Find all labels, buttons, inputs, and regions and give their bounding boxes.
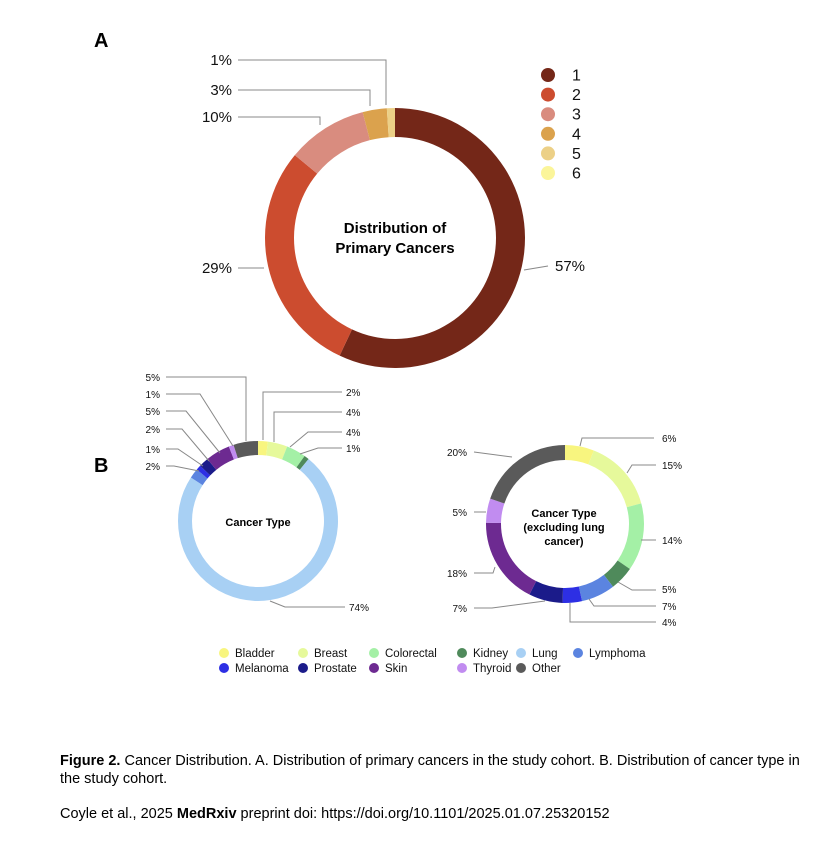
value-label-b1-kidney: 1% (346, 444, 361, 455)
leader-line-b1-thyroid (166, 394, 233, 446)
citation-journal: MedRxiv (176, 806, 237, 822)
donut-b2-slice-melanoma (563, 586, 583, 603)
legend-primary-cancers (541, 68, 581, 183)
value-label-b1-other: 5% (145, 373, 160, 384)
citation-doi: preprint doi: https://doi.org/10.1101/2025.01.07.25320152 (236, 806, 610, 822)
legend-a-swatch-4 (541, 127, 555, 141)
legend-a-label-5: 5 (572, 145, 581, 163)
legend-a-swatch-2 (541, 88, 555, 102)
legend-b-swatch-melanoma (219, 663, 229, 673)
legend-a-swatch-5 (541, 146, 555, 160)
donut-chart-cancer-type (146, 373, 370, 614)
legend-b-swatch-prostate (298, 663, 308, 673)
legend-b-label-melanoma: Melanoma (235, 663, 289, 675)
legend-b-label-lymphoma: Lymphoma (589, 648, 646, 660)
value-label-b2-kidney: 5% (662, 585, 677, 596)
value-label-b2-bladder: 6% (662, 434, 677, 445)
value-label-b1-prostate: 2% (145, 425, 160, 436)
leader-line-b2-other (474, 452, 512, 457)
donut-b2-slice-colorectal (618, 503, 644, 569)
leader-line-a-4 (238, 90, 370, 106)
legend-b-swatch-thyroid (457, 663, 467, 673)
legend-b-label-colorectal: Colorectal (385, 648, 437, 660)
value-label-b2-other: 20% (446, 448, 467, 459)
legend-a-label-4: 4 (572, 126, 581, 144)
value-label-a-5: 1% (210, 52, 232, 69)
legend-b-label-bladder: Bladder (235, 648, 275, 660)
legend-b-swatch-bladder (219, 648, 229, 658)
value-label-b2-skin: 18% (446, 569, 467, 580)
donut-b1-center-label: Cancer Type (225, 517, 291, 529)
value-label-b2-melanoma: 4% (662, 618, 677, 629)
leader-line-b2-kidney (618, 582, 656, 590)
leader-line-b1-lung (270, 601, 345, 607)
legend-b-label-prostate: Prostate (314, 663, 357, 675)
value-label-b1-breast: 4% (346, 408, 361, 419)
figure-caption-label: Figure 2. (60, 753, 121, 769)
legend-a-label-6: 6 (572, 165, 581, 183)
donut-a-center-line-1: Distribution of (343, 220, 447, 237)
legend-b-swatch-colorectal (369, 648, 379, 658)
citation (60, 806, 610, 822)
leader-line-b1-prostate (166, 429, 209, 461)
value-label-b2-prostate: 7% (452, 604, 467, 615)
value-label-b1-bladder: 2% (346, 388, 361, 399)
leader-line-b2-prostate (474, 601, 545, 608)
value-label-b1-lymphoma: 2% (145, 462, 160, 473)
leader-line-b1-melanoma (166, 449, 203, 466)
value-label-b1-lung: 74% (349, 603, 370, 614)
leader-line-a-1 (524, 266, 548, 270)
value-label-a-1: 57% (555, 258, 586, 275)
value-label-a-4: 3% (210, 82, 232, 99)
leader-line-b1-bladder (263, 392, 342, 440)
panel-label-b: B (94, 455, 109, 477)
leader-line-b1-breast (274, 412, 342, 442)
donut-b2-center-line-3: cancer) (544, 536, 584, 548)
legend-b-swatch-lymphoma (573, 648, 583, 658)
donut-b2-center-line-1: Cancer Type (531, 508, 597, 520)
legend-cancer-type (219, 648, 646, 675)
legend-b-label-thyroid: Thyroid (473, 663, 512, 675)
figure-caption (60, 752, 802, 788)
leader-line-b2-lymphoma (589, 599, 656, 606)
donut-b2-center-line-2: (excluding lung (523, 522, 605, 534)
leader-line-b1-lymphoma (166, 466, 199, 471)
leader-line-b1-kidney (300, 448, 342, 454)
legend-a-swatch-3 (541, 107, 555, 121)
leader-line-a-5 (238, 60, 386, 105)
value-label-b1-skin: 5% (145, 407, 160, 418)
leader-line-b1-skin (166, 411, 220, 453)
value-label-b1-colorectal: 4% (346, 428, 361, 439)
legend-b-swatch-breast (298, 648, 308, 658)
panel-label-a: A (94, 30, 109, 52)
legend-b-label-breast: Breast (314, 648, 348, 660)
legend-b-label-lung: Lung (532, 648, 558, 660)
leader-line-b1-colorectal (290, 432, 342, 447)
value-label-b2-breast: 15% (662, 461, 683, 472)
donut-a-center-line-2: Primary Cancers (335, 240, 455, 257)
legend-b-swatch-skin (369, 663, 379, 673)
legend-b-swatch-other (516, 663, 526, 673)
legend-a-label-3: 3 (572, 106, 581, 124)
donut-b1-slice-bladder (258, 441, 268, 456)
donut-a-slice-1 (340, 108, 525, 368)
legend-a-swatch-6 (541, 166, 555, 180)
legend-a-swatch-1 (541, 68, 555, 82)
donut-chart-primary-cancers (202, 52, 585, 368)
figure-caption-text: Cancer Distribution. A. Distribution of primary cancers in the study cohort. B. Distribution of cancer type in the study cohort. (60, 753, 800, 787)
leader-line-b2-skin (474, 567, 495, 573)
value-label-b1-thyroid: 1% (145, 390, 160, 401)
donut-a-slice-3 (295, 112, 370, 174)
donut-chart-cancer-type-excluding-lung (447, 434, 682, 629)
legend-a-label-2: 2 (572, 87, 581, 105)
value-label-b2-colorectal: 14% (662, 536, 683, 547)
donut-b1-slice-other (234, 441, 258, 458)
value-label-b2-lymphoma: 7% (662, 602, 677, 613)
value-label-a-3: 10% (201, 109, 232, 126)
value-label-b2-thyroid: 5% (452, 508, 467, 519)
donut-b2-slice-breast (588, 450, 641, 507)
leader-line-b2-breast (627, 465, 656, 473)
leader-line-b1-other (166, 377, 246, 441)
legend-b-swatch-lung (516, 648, 526, 658)
legend-b-swatch-kidney (457, 648, 467, 658)
value-label-a-2: 29% (201, 260, 232, 277)
value-label-b1-melanoma: 1% (145, 445, 160, 456)
leader-line-a-3 (238, 117, 320, 125)
legend-b-label-other: Other (532, 663, 561, 675)
legend-b-label-skin: Skin (385, 663, 408, 675)
donut-b2-slice-other (490, 445, 565, 503)
legend-a-label-1: 1 (572, 67, 581, 85)
citation-authors: Coyle et al., 2025 (60, 806, 177, 822)
legend-b-label-kidney: Kidney (473, 648, 509, 660)
leader-line-b2-bladder (580, 438, 654, 446)
